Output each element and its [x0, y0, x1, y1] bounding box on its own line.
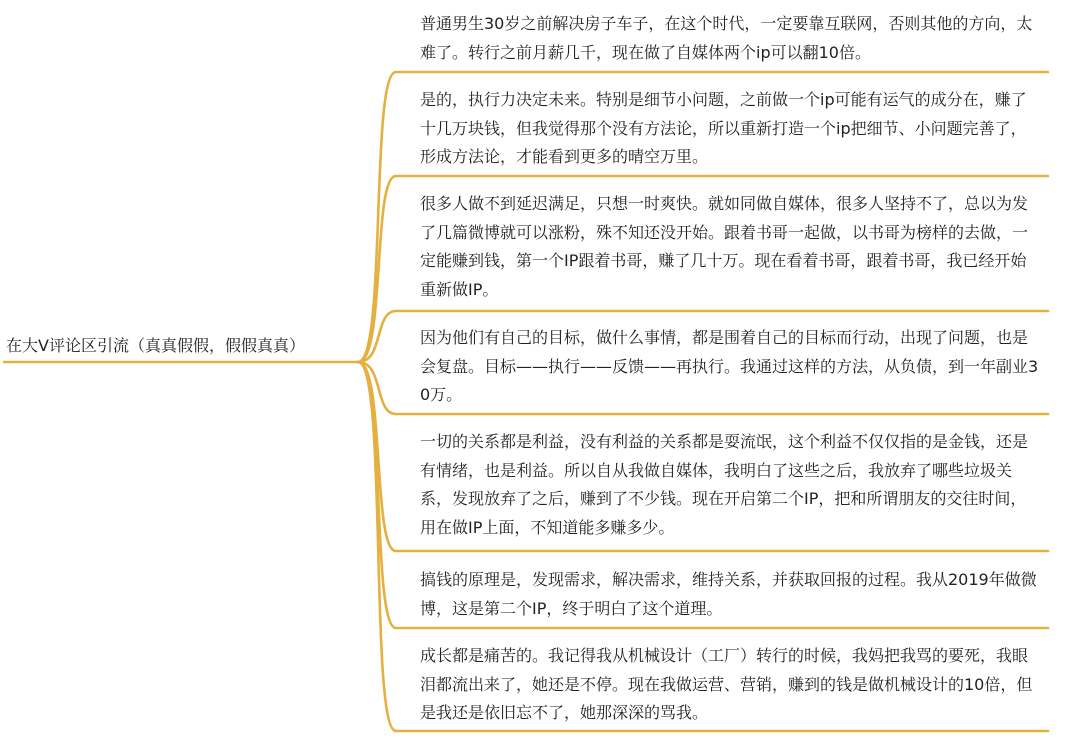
branch-node-1[interactable]: 普通男生30岁之前解决房子车子，在这个时代，一定要靠互联网，否则其他的方向，太难了。转行之前月薪几千，现在做了自媒体两个ip可以翻10倍。	[420, 14, 1033, 62]
branch-node-6[interactable]: 搞钱的原理是，发现需求，解决需求，维持关系，并获取回报的过程。我从2019年做微博，这是第二个IP，终于明白了这个道理。	[420, 570, 1037, 618]
branch-node-5[interactable]: 一切的关系都是利益，没有利益的关系都是耍流氓，这个利益不仅仅指的是金钱，还是有情绪，也是利益。所以自从我做自媒体，我明白了这些之后，我放弃了哪些垃圾关系，发现放弃了之后，赚到了不少钱。现在开启第二个IP，把和所谓朋友的交往时间，用在做IP上面，不知道能多赚多少。	[420, 432, 1029, 537]
branch-node-2[interactable]: 是的，执行力决定未来。特别是细节小问题，之前做一个ip可能有运气的成分在，赚了十几万块钱，但我觉得那个没有方法论，所以重新打造一个ip把细节、小问题完善了，形成方法论，才能看到更多的晴空万里。	[420, 90, 1027, 166]
root-topic[interactable]: 在大V评论区引流（真真假假，假假真真）	[6, 336, 305, 355]
branch-node-3[interactable]: 很多人做不到延迟满足，只想一时爽快。就如同做自媒体，很多人坚持不了，总以为发了几篇微博就可以涨粉，殊不知还没开始。跟着书哥一起做，以书哥为榜样的去做，一定能赚到钱，第一个IP跟着书哥，赚了几十万。现在看着书哥，跟着书哥，我已经开始重新做IP。	[420, 194, 1029, 299]
branch-node-4[interactable]: 因为他们有自己的目标，做什么事情，都是围着自己的目标而行动，出现了问题，也是会复盘。目标——执行——反馈——再执行。我通过这样的方法，从负债，到一年副业30万。	[420, 328, 1039, 404]
branch-node-7[interactable]: 成长都是痛苦的。我记得我从机械设计（工厂）转行的时候，我妈把我骂的要死，我眼泪都流出来了，她还是不停。现在我做运营、营销，赚到的钱是做机械设计的10倍，但是我还是依旧忘不了，她那深深的骂我。	[420, 646, 1033, 722]
